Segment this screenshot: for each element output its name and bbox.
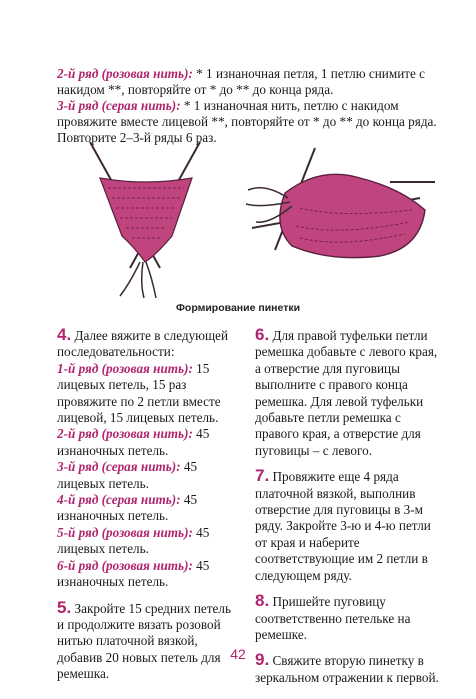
step-4-intro: Далее вяжите в следующей последовательности: (57, 328, 229, 360)
row-3-instruction: 3-й ряд (серая нить): 45 лицевых петель. (57, 459, 198, 491)
row2-paragraph (57, 66, 447, 98)
row3-text: * 1 изнаночная нить, петлю с накидом провяжите вместе лицевой **, повторяйте от * до ** до конца ряда. (57, 98, 437, 129)
repeat-paragraph: Повторите 2–3-й ряды 6 раз. (57, 130, 217, 145)
step-4-number: 4. (57, 325, 72, 344)
step-6 (255, 327, 445, 459)
step-7 (255, 468, 445, 584)
row2-label: 2-й ряд (розовая нить): (57, 66, 193, 81)
bootie-knit-drawing (246, 148, 435, 258)
step-8-number: 8. (255, 591, 270, 611)
left-column (57, 327, 241, 692)
row3-paragraph (57, 98, 447, 130)
triangle-knit-drawing (90, 142, 200, 298)
step-7-number: 7. (255, 466, 270, 486)
row-1-instruction: 1-й ряд (розовая нить): 15 лицевых петель, 15 раз провяжите по 2 петли вместе лицевой, 15 лицевых петель. (57, 360, 221, 426)
knitting-illustration (60, 138, 440, 298)
step-6-number: 6. (255, 325, 270, 344)
right-column (255, 327, 445, 695)
row-6-instruction: 6-й ряд (розовая нить): 45 изнаночных петель. (57, 557, 210, 590)
intro-text (57, 66, 447, 146)
row-5-instruction: 5-й ряд (розовая нить): 45 лицевых петель. (57, 524, 210, 557)
row2-text: * 1 изнаночная петля, 1 петлю снимите с накидом **, повторяйте от * до ** до конца ряда. (57, 66, 426, 97)
step-5-text: Закройте 15 средних петель и продолжите вязать розовой нитью платочной вязкой, добавив 20 новых петель для ремешка. (57, 600, 231, 682)
step-6-text: Для правой туфельки петли ремешка добавьте с левого края, а отверстие для пуговицы выполните с правого конца ремешка. Для левой туфельки добавьте петли ремешка с правого края, а отверстие для пуговицы – с левого. (255, 328, 438, 458)
step-4 (57, 327, 241, 591)
step-9-text: Свяжите вторую пинетку в зеркальном отражении к первой. (255, 653, 439, 685)
row-4-instruction: 4-й ряд (серая нить): 45 изнаночных петель. (57, 492, 198, 524)
page-number: 42 (230, 646, 246, 662)
step-8 (255, 593, 445, 643)
row3-label: 3-й ряд (серая нить): (57, 98, 181, 113)
row-2-instruction: 2-й ряд (розовая нить): 45 изнаночных петель. (57, 426, 210, 458)
step-5-number: 5. (57, 597, 72, 617)
step-8-text: Пришейте пуговицу соответственно петельке на ремешке. (255, 594, 411, 642)
step-5 (57, 597, 241, 683)
step-9-number: 9. (255, 650, 270, 670)
figure-caption: Формирование пинетки (175, 302, 301, 314)
step-7-text: Провяжите еще 4 ряда платочной вязкой, выполнив отверстие для пуговицы в 3-м ряду. Закройте 3-ю и 4-ю петли от края и наберите соответствующие им 2 петли в следующем ряду. (255, 469, 431, 583)
